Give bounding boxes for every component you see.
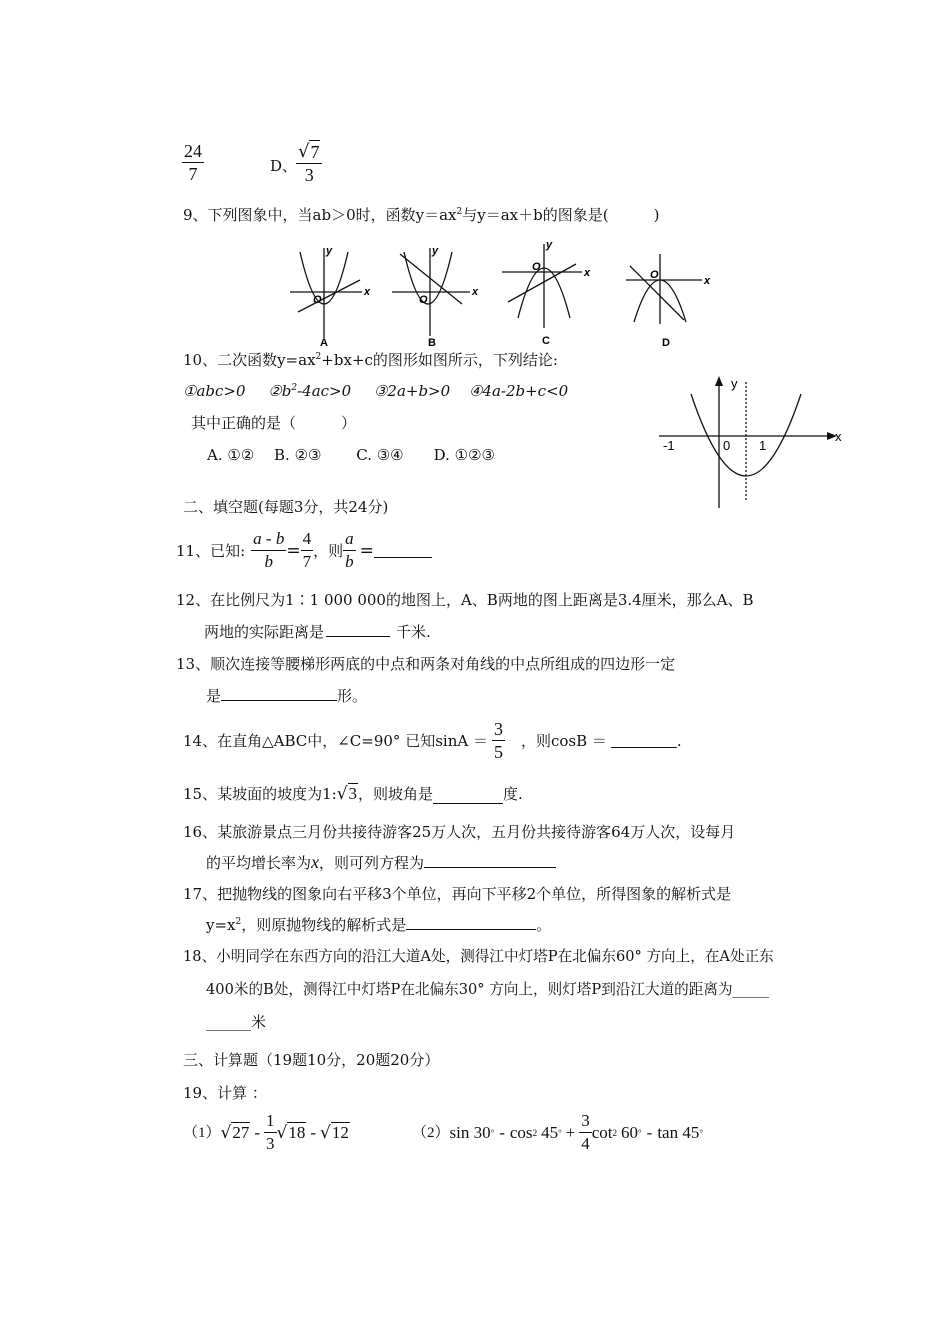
sqrt-radicand: 18 [288, 1123, 306, 1142]
q8-option-d-fraction: √ 7 3 [296, 140, 322, 186]
graph-d-origin: O [650, 269, 659, 281]
y-arrow-icon [715, 376, 723, 386]
section-3-heading: 三、计算题（19题10分，20题20分） [183, 1051, 440, 1069]
q17-answer-blank[interactable] [406, 915, 536, 930]
q15-suffix: ，则坡角是 [358, 785, 434, 803]
question-11 [176, 528, 432, 573]
sqrt-radicand: 3 [348, 784, 358, 803]
q10-tick-neg1: -1 [663, 438, 675, 453]
q15-answer-blank[interactable] [433, 789, 503, 804]
q10-conclusion-3: ③2a+b>0 [373, 382, 451, 400]
q17-text: y=x [206, 916, 236, 934]
question-19-title: 19、计算 ： [183, 1084, 267, 1102]
minus-sign: - [310, 1122, 317, 1142]
graph-c-line [508, 264, 576, 302]
q17-text-2: ，则原抛物线的解析式是 [241, 916, 407, 934]
question-18-line2: 400米的B处，测得江中灯塔P在北偏东30° 方向上，则灯塔P到沿江大道的距离为_____ [206, 981, 770, 998]
q8-option-d-label: D、 [270, 157, 298, 175]
q9-text-suffix: 与y＝ax＋b的图象是( ) [462, 206, 660, 224]
q10-text-prefix: 10、二次函数y=ax [183, 351, 316, 369]
q10-prompt: 其中正确的是（ ） [191, 414, 357, 432]
fraction-denominator: b [345, 552, 354, 571]
graph-a-x-label: x [364, 286, 371, 298]
graph-b-y-label: y [432, 245, 439, 257]
graph-a-label: A [320, 337, 328, 349]
equals-sign: = [359, 540, 374, 561]
q14-answer-blank[interactable] [611, 733, 677, 748]
graph-c-label: C [542, 335, 550, 347]
q10-tick-one: 1 [759, 438, 767, 453]
section-2-heading: 二、填空题(每题3分，共24分) [183, 498, 389, 516]
minus-sign: - [254, 1122, 261, 1142]
graph-b-x-label: x [472, 286, 479, 298]
question-10-line1 [183, 350, 558, 370]
question-18-line1: 18、小明同学在东西方向的沿江大道A处，测得江中灯塔P在北偏东60° 方向上，在A处正东 [183, 948, 774, 965]
q13-answer-blank[interactable] [221, 686, 337, 701]
superscript: 2 [291, 383, 298, 393]
q9-text-prefix: 9、下列图象中，当ab＞0时，函数y＝ax [183, 206, 457, 224]
graph-a-line [298, 280, 360, 312]
fraction-numerator: 3 [579, 1110, 592, 1133]
q10-tick-zero: 0 [723, 438, 731, 453]
q10-text-suffix: +bx+c的图形如图所示，下列结论: [321, 351, 558, 369]
q16-answer-blank[interactable] [424, 853, 556, 868]
q19-60: 60 [621, 1122, 639, 1142]
superscript: 2 [456, 207, 463, 217]
fraction-denominator: 3 [266, 1134, 275, 1153]
q10-conclusion-4: ④4a-2b+c<0 [468, 382, 569, 400]
q8-option-c-fraction [182, 140, 204, 185]
fraction-denominator: 7 [188, 164, 198, 184]
q14-suffix: ，则cosB ＝ [520, 731, 607, 750]
graph-d-x-label: x [704, 275, 711, 287]
question-13-line2 [206, 686, 367, 706]
q16-variable: x [311, 852, 320, 872]
q10-conclusion-2b: -4ac>0 [297, 382, 352, 400]
q9-graphs [280, 238, 720, 350]
fraction-denominator: b [264, 552, 273, 571]
q10-conclusion-2a: ②b [268, 382, 292, 400]
q10-x-label: x [835, 429, 842, 444]
q10-y-label: y [731, 376, 738, 391]
graph-a-y-label: y [326, 245, 333, 257]
fraction-numerator: 1 [264, 1110, 277, 1133]
q19-part-2-label: （2） [412, 1124, 450, 1141]
graph-c-origin: O [532, 261, 541, 273]
minus-sign: - [499, 1122, 505, 1142]
fraction-numerator: a [343, 528, 356, 551]
q19-part-1: （1） √ 27 - $\frac{1}{3}$ √ 18 - √ 12 [183, 1111, 349, 1153]
question-9 [183, 205, 659, 225]
fraction-denominator: 5 [493, 742, 503, 762]
graph-b-label: B [428, 337, 436, 349]
q14-prefix: 14、在直角△ABC中，∠C=90° 已知sinA ＝ [183, 731, 488, 750]
fraction-numerator: 4 [301, 528, 314, 551]
q19-sin30: sin 30 [449, 1122, 491, 1142]
q11-mid: ，则 [313, 541, 344, 560]
sqrt-radicand: 7 [310, 142, 320, 162]
q19-part-2: （2） sin 30 ° - cos 2 45 ° + $\frac{3}{4}$ cot 2 60 ° - tan 45 ° [412, 1111, 703, 1153]
fraction-numerator: 24 [184, 141, 202, 161]
graph-b-origin: O [419, 294, 428, 306]
q19-cot: cot [591, 1122, 613, 1142]
fraction-numerator: a - b [251, 528, 286, 551]
q14-end: . [676, 731, 682, 750]
fraction-denominator: 7 [302, 552, 312, 571]
question-17-line2 [206, 915, 551, 935]
q19-part-1-label: （1） [183, 1124, 221, 1141]
q13-text: 是 [206, 687, 222, 705]
equals-sign: = [286, 540, 301, 561]
q12-text: 两地的实际距离是 [204, 623, 325, 641]
question-14 [183, 718, 682, 763]
superscript: 2 [315, 352, 322, 362]
sqrt-radicand: 12 [331, 1123, 349, 1142]
q12-unit: 千米. [396, 623, 431, 641]
q13-suffix: 形。 [337, 687, 368, 705]
q19-tan45: tan 45 [657, 1122, 700, 1142]
q10-answers: A. ①② B. ②③ C. ③④ D. ①②③ [207, 446, 495, 464]
question-16-line1: 16、某旅游景点三月份共接待游客25万人次，五月份共接待游客64万人次，设每月 [183, 823, 736, 841]
q10-conclusion-1: ①abc>0 [183, 382, 246, 400]
question-12-line2 [204, 622, 431, 642]
question-17-line1: 17、把抛物线的图象向右平移3个单位，再向下平移2个单位，所得图象的解析式是 [183, 885, 732, 903]
question-13-line1: 13、顺次连接等腰梯形两底的中点和两条对角线的中点所组成的四边形一定 [176, 655, 676, 673]
sqrt-radicand: 27 [232, 1123, 250, 1142]
graph-c-y-label: y [546, 239, 553, 251]
q15-end: 度. [503, 785, 523, 803]
graph-d-label: D [662, 337, 670, 349]
q16-text: 的平均增长率为 [206, 854, 312, 872]
fraction-denominator: 4 [581, 1134, 590, 1153]
q15-prefix: 15、某坡面的坡度为1: [183, 785, 337, 803]
superscript: 2 [235, 917, 242, 927]
graph-b-parabola [404, 252, 452, 304]
q11-answer-blank[interactable] [374, 543, 432, 558]
q17-end: 。 [536, 916, 552, 934]
q10-graph [655, 372, 855, 514]
plus-sign: + [565, 1122, 576, 1142]
q19-cos: cos [509, 1122, 533, 1142]
fraction-denominator: 3 [304, 165, 314, 185]
graph-a-origin: O [313, 294, 322, 306]
question-16-line2 [206, 852, 556, 873]
question-10-options [183, 381, 568, 401]
minus-sign: - [646, 1122, 653, 1142]
q19-45: 45 [541, 1122, 559, 1142]
question-18-line3: ______米 [206, 1013, 267, 1031]
q12-answer-blank[interactable] [326, 622, 390, 637]
q11-prefix: 11、已知: [176, 541, 246, 560]
fraction-numerator: 3 [493, 719, 503, 739]
question-12-line1: 12、在比例尺为1∶1 000 000的地图上，A、B两地的图上距离是3.4厘米，那么A、B [176, 591, 754, 609]
graph-c-x-label: x [584, 267, 591, 279]
q16-text-2: ，则可列方程为 [319, 854, 425, 872]
graph-b-line [400, 254, 462, 304]
question-15: 15、某坡面的坡度为1: √ 3 ，则坡角是 度. [183, 784, 523, 804]
